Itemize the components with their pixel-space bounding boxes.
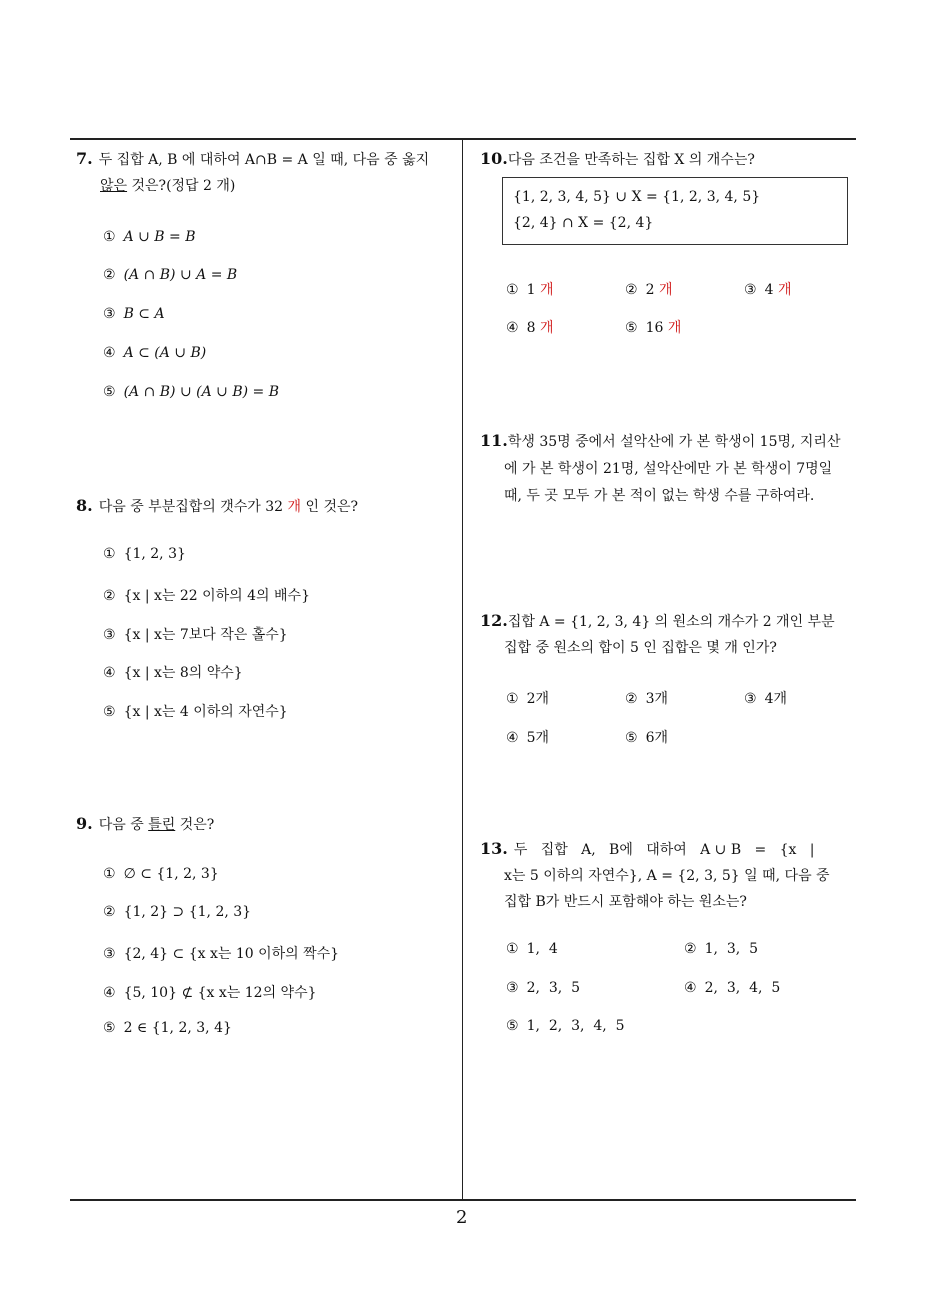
option-mark: ① (103, 866, 116, 882)
option-text: A ∪ B = B (123, 229, 196, 245)
q10-condition-1: {1, 2, 3, 4, 5} ∪ X = {1, 2, 3, 4, 5} (513, 189, 761, 205)
option-text: 1, 2, 3, 4, 5 (526, 1018, 625, 1034)
option-mark: ② (684, 941, 697, 957)
option-mark: ② (625, 691, 638, 707)
q7-option-3[interactable] (103, 306, 165, 322)
q9-option-5[interactable] (103, 1020, 232, 1036)
page-number: 2 (456, 1207, 468, 1228)
option-mark: ⑤ (103, 1020, 116, 1036)
question-8-number: 8. (76, 496, 93, 515)
option-text: 4 (764, 282, 774, 298)
option-text: 1, 4 (526, 941, 558, 957)
option-text: 1, 3, 5 (704, 941, 758, 957)
question-13-line3: 집합 B가 반드시 포함해야 하는 원소는? (504, 894, 747, 910)
q12-option-3[interactable] (744, 688, 787, 708)
bottom-rule (70, 1199, 856, 1201)
question-10 (480, 146, 860, 173)
question-9-text-a: 다음 중 (98, 817, 149, 833)
option-text: 5개 (526, 730, 549, 746)
q10-condition-box (502, 177, 848, 245)
option-mark: ⑤ (625, 730, 638, 746)
option-text: 16 (645, 320, 664, 336)
q13-option-5[interactable] (506, 1018, 625, 1034)
option-mark: ⑤ (103, 384, 116, 400)
question-11 (480, 427, 870, 510)
question-7-number: 7. (76, 149, 93, 168)
q10-option-3[interactable] (744, 279, 791, 299)
q8-option-1[interactable] (103, 546, 186, 562)
center-divider (462, 139, 463, 1201)
option-mark: ① (506, 691, 519, 707)
option-mark: ④ (103, 665, 116, 681)
option-text: {1, 2} ⊃ {1, 2, 3} (123, 904, 252, 920)
q7-option-5[interactable] (103, 384, 279, 400)
question-13-number: 13. (480, 839, 508, 858)
q8-option-2[interactable] (103, 585, 310, 605)
question-8 (76, 493, 456, 520)
question-11-line3: 때, 두 곳 모두 가 본 적이 없는 학생 수를 구하여라. (504, 488, 815, 504)
option-mark: ⑤ (625, 320, 638, 336)
question-11-line1: 학생 35명 중에서 설악산에 가 본 학생이 15명, 지리산 (507, 434, 841, 450)
question-10-number: 10. (480, 149, 508, 168)
question-7-line2-rest: 것은?(정답 2 개) (127, 178, 236, 194)
question-11-line2: 에 가 본 학생이 21명, 설악산에만 가 본 학생이 7명일 (504, 461, 833, 477)
question-7-underlined: 않은 (100, 178, 128, 194)
option-text: {2, 4} ⊂ {x x는 10 이하의 짝수} (123, 946, 340, 962)
question-9-number: 9. (76, 814, 93, 833)
question-9 (76, 811, 456, 838)
option-text: 1 (526, 282, 536, 298)
question-8-text-red: 개 (287, 499, 302, 515)
q7-option-4[interactable] (103, 345, 206, 361)
option-text: {x | x는 22 이하의 4의 배수} (123, 588, 310, 604)
question-12 (480, 608, 870, 661)
option-text: 4개 (764, 691, 787, 707)
option-text: (A ∩ B) ∪ (A ∪ B) = B (123, 384, 280, 400)
option-text: {x | x는 7보다 작은 홀수} (123, 627, 288, 643)
question-10-text: 다음 조건을 만족하는 집합 X 의 개수는? (507, 152, 755, 168)
q8-option-4[interactable] (103, 662, 243, 682)
option-mark: ④ (103, 345, 116, 361)
option-text: A ⊂ (A ∪ B) (123, 345, 207, 361)
question-12-line2: 집합 중 원소의 합이 5 인 집합은 몇 개 인가? (504, 640, 777, 656)
option-unit: 개 (658, 282, 673, 298)
q9-option-1[interactable] (103, 866, 219, 882)
option-mark: ① (103, 546, 116, 562)
option-text: 2 (645, 282, 655, 298)
option-text: 6개 (645, 730, 668, 746)
option-mark: ③ (103, 306, 116, 322)
q8-option-3[interactable] (103, 624, 288, 644)
option-text: ∅ ⊂ {1, 2, 3} (123, 866, 219, 882)
q10-option-1[interactable] (506, 279, 553, 299)
question-12-line1: 집합 A = {1, 2, 3, 4} 의 원소의 개수가 2 개인 부분 (507, 614, 835, 630)
option-mark: ④ (506, 320, 519, 336)
option-text: 2개 (526, 691, 549, 707)
q10-option-4[interactable] (506, 317, 553, 337)
option-mark: ② (625, 282, 638, 298)
option-text: 3개 (645, 691, 668, 707)
option-unit: 개 (539, 282, 554, 298)
q12-option-1[interactable] (506, 688, 549, 708)
question-8-text-a: 다음 중 부분집합의 갯수가 32 (98, 499, 288, 515)
q13-option-1[interactable] (506, 941, 558, 957)
option-mark: ③ (744, 691, 757, 707)
question-13-line1: 두 집합 A, B에 대하여 A ∪ B = {x | (513, 842, 815, 858)
q8-option-5[interactable] (103, 701, 288, 721)
option-mark: ④ (506, 730, 519, 746)
q10-option-5[interactable] (625, 317, 681, 337)
option-mark: ③ (103, 946, 116, 962)
option-mark: ① (103, 229, 116, 245)
option-text: {x | x는 4 이하의 자연수} (123, 704, 288, 720)
question-7 (76, 146, 456, 199)
question-7-line2 (76, 173, 456, 199)
q12-option-2[interactable] (625, 688, 668, 708)
option-text: {x | x는 8의 약수} (123, 665, 243, 681)
q7-option-2[interactable] (103, 267, 237, 283)
q13-option-2[interactable] (684, 941, 758, 957)
question-11-number: 11. (480, 431, 508, 450)
option-unit: 개 (777, 282, 792, 298)
option-mark: ② (103, 904, 116, 920)
option-mark: ③ (103, 627, 116, 643)
q10-condition-2: {2, 4} ∩ X = {2, 4} (513, 215, 654, 231)
question-9-text-b: 것은? (175, 817, 215, 833)
option-mark: ③ (744, 282, 757, 298)
option-text: (A ∩ B) ∪ A = B (123, 267, 238, 283)
option-text: B ⊂ A (123, 306, 165, 322)
option-unit: 개 (667, 320, 682, 336)
option-unit: 개 (539, 320, 554, 336)
q13-option-4[interactable] (684, 980, 780, 996)
option-mark: ⑤ (103, 704, 116, 720)
q12-option-4[interactable] (506, 727, 549, 747)
question-7-line1: 두 집합 A, B 에 대하여 A∩B = A 일 때, 다음 중 옳지 (98, 152, 430, 168)
q13-option-3[interactable] (506, 980, 580, 996)
q9-option-3[interactable] (103, 943, 339, 963)
option-text: 2 ∈ {1, 2, 3, 4} (123, 1020, 232, 1036)
q9-option-2[interactable] (103, 904, 251, 920)
option-mark: ④ (103, 985, 116, 1001)
option-mark: ① (506, 941, 519, 957)
question-8-text-b: 인 것은? (301, 499, 359, 515)
option-mark: ② (103, 588, 116, 604)
option-mark: ⑤ (506, 1018, 519, 1034)
q12-option-5[interactable] (625, 727, 668, 747)
q7-option-1[interactable] (103, 229, 196, 245)
question-9-underlined: 틀린 (148, 817, 176, 833)
q9-option-4[interactable] (103, 982, 317, 1002)
option-text: 8 (526, 320, 536, 336)
option-mark: ② (103, 267, 116, 283)
question-12-number: 12. (480, 611, 508, 630)
option-text: 2, 3, 4, 5 (704, 980, 781, 996)
q10-option-2[interactable] (625, 279, 672, 299)
option-mark: ③ (506, 980, 519, 996)
question-13 (480, 836, 870, 915)
option-text: {1, 2, 3} (123, 546, 186, 562)
option-text: 2, 3, 5 (526, 980, 580, 996)
option-mark: ④ (684, 980, 697, 996)
option-text: {5, 10} ⊄ {x x는 12의 약수} (123, 985, 317, 1001)
option-mark: ① (506, 282, 519, 298)
question-13-line2: x는 5 이하의 자연수}, A = {2, 3, 5} 일 때, 다음 중 (504, 868, 830, 884)
